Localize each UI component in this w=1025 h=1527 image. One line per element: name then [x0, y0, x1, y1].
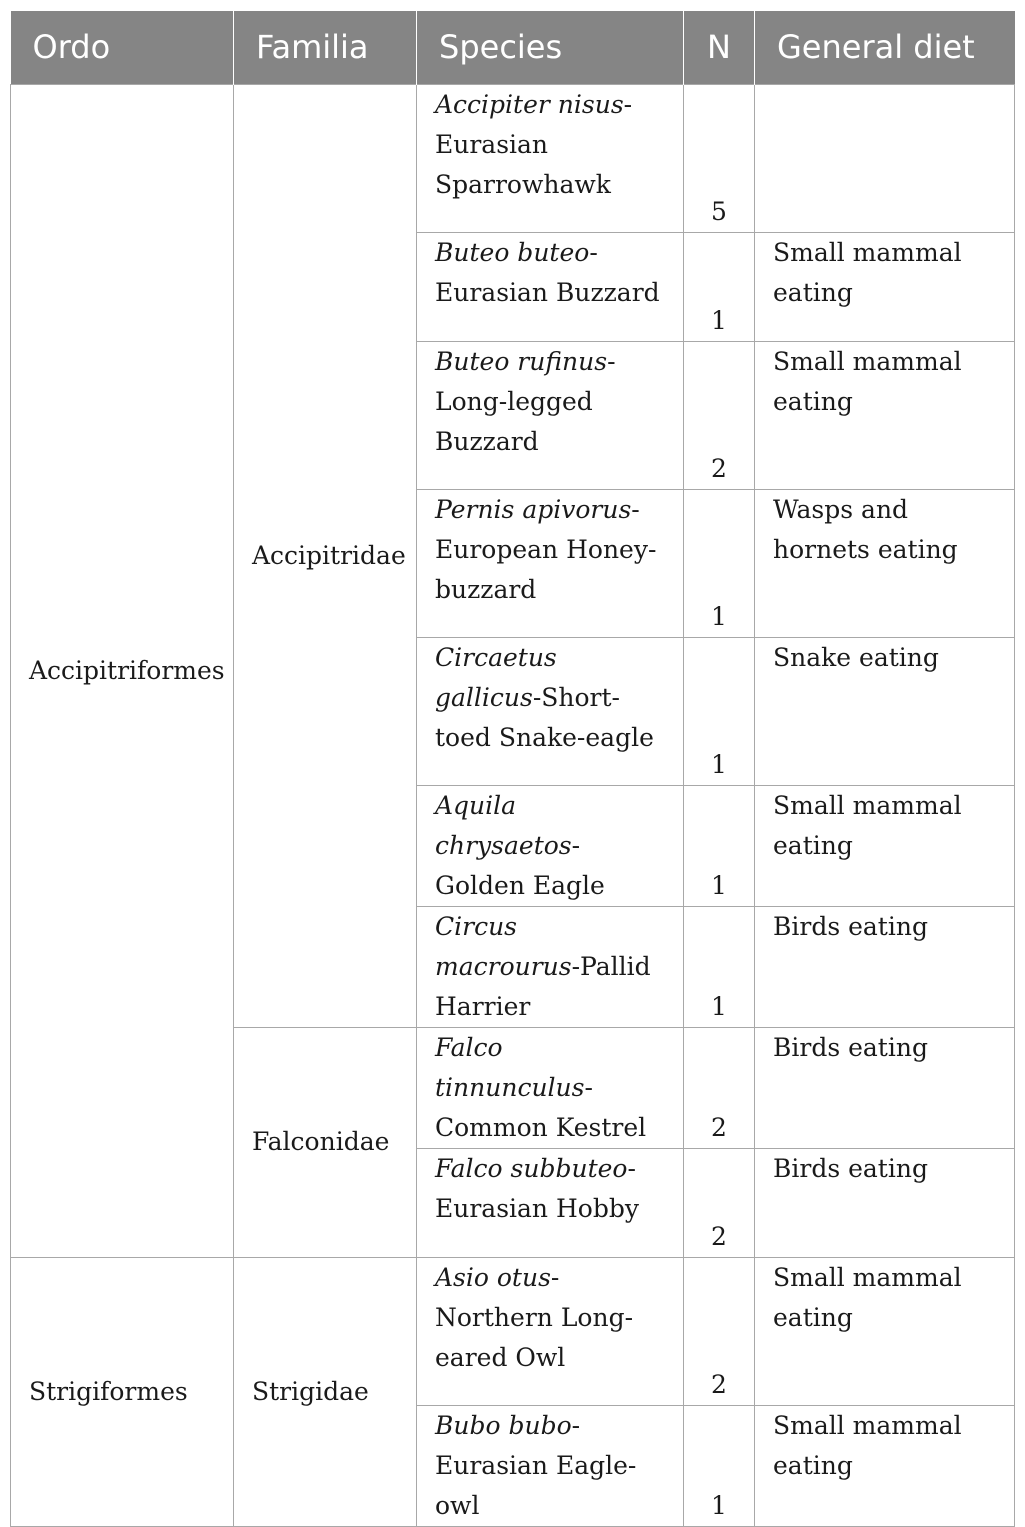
header-species: Species [417, 11, 684, 84]
common-name: -Eurasian Buzzard [435, 237, 660, 307]
scientific-name: Circaetus gallicus [435, 642, 557, 712]
common-name: -Short-toed Snake-eagle [435, 682, 654, 752]
species-cell [417, 1405, 684, 1526]
diet-cell: Small mammal eating [755, 232, 1015, 341]
scientific-name: Aquila chrysaetos [435, 790, 572, 860]
species-cell [417, 785, 684, 906]
common-name: -Northern Long-eared Owl [435, 1262, 634, 1372]
common-name: -Long-legged Buzzard [435, 346, 616, 456]
count-cell: 1 [684, 232, 755, 341]
scientific-name: Falco tinnunculus [435, 1032, 585, 1102]
diet-cell: Small mammal eating [755, 785, 1015, 906]
diet-cell: Birds eating [755, 1148, 1015, 1257]
diet-cell: Small mammal eating [755, 1257, 1015, 1405]
count-cell: 1 [684, 906, 755, 1027]
scientific-name: Falco subbuteo [435, 1153, 628, 1183]
scientific-name: Asio otus [435, 1262, 551, 1292]
header-row [11, 11, 1015, 84]
ordo-cell: Strigiformes [11, 1257, 234, 1526]
species-cell [417, 1148, 684, 1257]
species-cell [417, 906, 684, 1027]
table-row [11, 84, 1015, 232]
species-cell [417, 637, 684, 785]
diet-cell: Birds eating [755, 1027, 1015, 1148]
species-cell [417, 1027, 684, 1148]
scientific-name: Pernis apivorus [435, 494, 632, 524]
common-name: -Golden Eagle [435, 830, 605, 900]
header-ordo: Ordo [11, 11, 234, 84]
species-cell [417, 232, 684, 341]
header-diet: General diet [755, 11, 1015, 84]
count-cell: 2 [684, 1027, 755, 1148]
header-familia: Familia [234, 11, 417, 84]
count-cell: 1 [684, 785, 755, 906]
common-name: -Pallid Harrier [435, 951, 651, 1021]
familia-cell: Strigidae [234, 1257, 417, 1526]
count-cell: 1 [684, 1405, 755, 1526]
diet-cell: Wasps and hornets eating [755, 489, 1015, 637]
species-cell [417, 84, 684, 232]
species-cell [417, 489, 684, 637]
scientific-name: Buteo buteo [435, 237, 590, 267]
table-row [11, 1257, 1015, 1405]
count-cell: 5 [684, 84, 755, 232]
diet-cell: Small mammal eating [755, 1405, 1015, 1526]
scientific-name: Accipiter nisus [435, 89, 624, 119]
common-name: -European Honey-buzzard [435, 494, 657, 604]
count-cell: 1 [684, 637, 755, 785]
common-name: -Eurasian Hobby [435, 1153, 639, 1223]
familia-cell: Accipitridae [234, 84, 417, 1027]
scientific-name: Buteo rufinus [435, 346, 608, 376]
count-cell: 2 [684, 341, 755, 489]
familia-cell: Falconidae [234, 1027, 417, 1257]
common-name: -Eurasian Sparrowhawk [435, 89, 633, 199]
header-n: N [684, 11, 755, 84]
diet-cell: Small mammal eating [755, 341, 1015, 489]
count-cell: 2 [684, 1257, 755, 1405]
diet-cell: Snake eating [755, 637, 1015, 785]
common-name: -Common Kestrel [435, 1072, 647, 1142]
diet-cell: Birds eating [755, 906, 1015, 1027]
count-cell: 1 [684, 489, 755, 637]
raptor-species-table [10, 11, 1015, 1527]
species-cell [417, 1257, 684, 1405]
diet-cell [755, 84, 1015, 232]
common-name: -Eurasian Eagle-owl [435, 1410, 637, 1520]
species-cell [417, 341, 684, 489]
scientific-name: Circus macrourus [435, 911, 572, 981]
count-cell: 2 [684, 1148, 755, 1257]
ordo-cell: Accipitriformes [11, 84, 234, 1257]
scientific-name: Bubo bubo [435, 1410, 572, 1440]
